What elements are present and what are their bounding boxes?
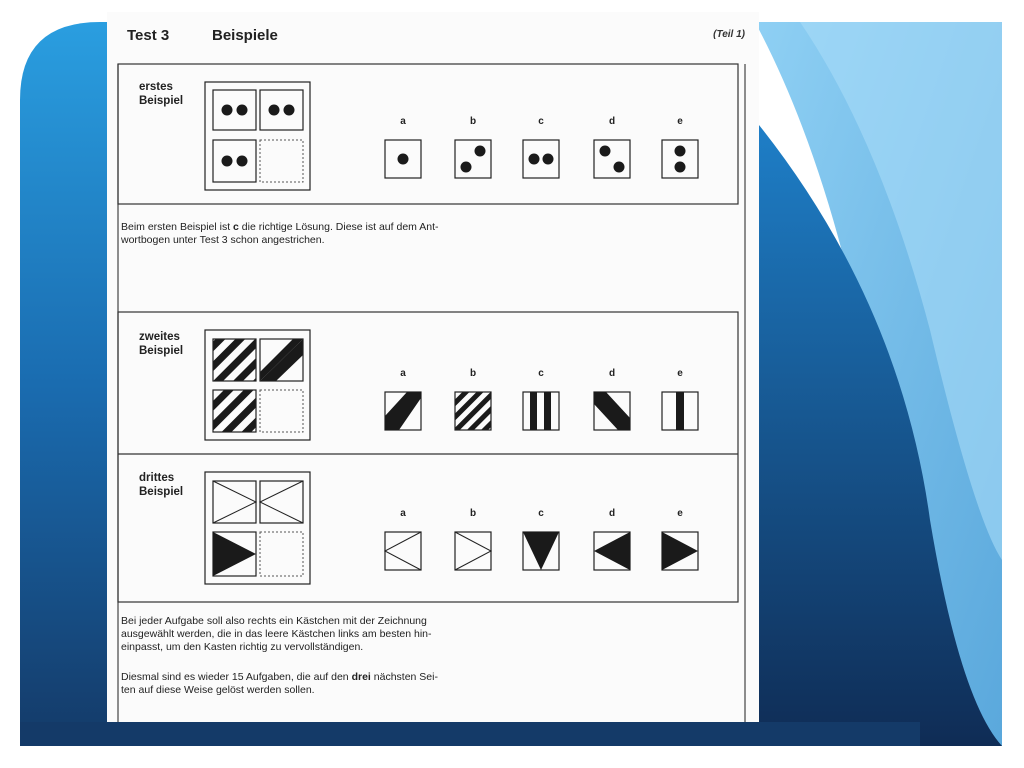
example-1-letter-d: d [608,116,616,127]
example-3-letter-b: b [469,508,477,519]
example-3-option-a [385,532,421,570]
example-2-letter-c: c [538,368,544,379]
slide-panel-left [20,22,120,746]
page-title: Beispiele [212,27,278,44]
instructions-text: Bei jeder Aufgabe soll also rechts ein Kästchen mit der Zeichnung ausgewählt werden, die in das leere Kästchen links am besten hin- einpasst, um den Kasten richtig zu vervollständigen. [121,615,432,653]
example-2-label: zweites Beispiel [139,331,184,357]
example-2-3-frame [118,312,738,602]
example-2-letter-b: b [469,368,477,379]
closing-text: Diesmal sind es wieder 15 Aufgaben, die auf den drei nächsten Sei- ten auf diese Weise gelöst werden sollen. [121,671,438,696]
example-1-letter-c: c [538,116,544,127]
example-2-matrix [205,330,310,440]
example-1-option-e [662,140,698,178]
example-3-option-e [662,532,698,570]
example-1-option-d [594,140,630,178]
example-1-option-b [455,140,491,178]
example-1-letter-a: a [400,116,406,127]
test-number: Test 3 [127,27,170,44]
example-2-letter-d: d [608,368,616,379]
example-2-letter-e: e [677,368,683,379]
example-2-option-e [662,392,698,430]
example-2-option-d [594,392,630,430]
example-2-option-a [385,392,421,430]
example-1-matrix [205,82,310,190]
example-2-option-c [523,392,559,430]
example-2-letter-a: a [400,368,406,379]
example-1-option-c [523,140,559,178]
first-solution-text: Beim ersten Beispiel ist c die richtige Lösung. Diese ist auf dem Ant- wortbogen unter Test 3 schon angestrichen. [121,221,439,246]
example-1-letter-b: b [469,116,477,127]
example-1-frame [118,64,738,204]
example-2-option-b [455,392,491,430]
example-3-option-b [455,532,491,570]
example-3-letter-a: a [400,508,406,519]
example-1-letter-e: e [677,116,683,127]
example-3-option-c [523,532,559,570]
document-page [107,12,759,722]
part-label: (Teil 1) [713,29,745,40]
example-1-option-a [385,140,421,178]
example-3-option-d [594,532,630,570]
example-3-label: drittes Beispiel [139,472,184,498]
slide-bottom-band [20,722,920,746]
example-3-matrix [205,472,310,584]
example-3-letter-d: d [608,508,616,519]
example-1-label: erstes Beispiel [139,81,184,107]
example-3-letter-e: e [677,508,683,519]
example-3-letter-c: c [538,508,544,519]
